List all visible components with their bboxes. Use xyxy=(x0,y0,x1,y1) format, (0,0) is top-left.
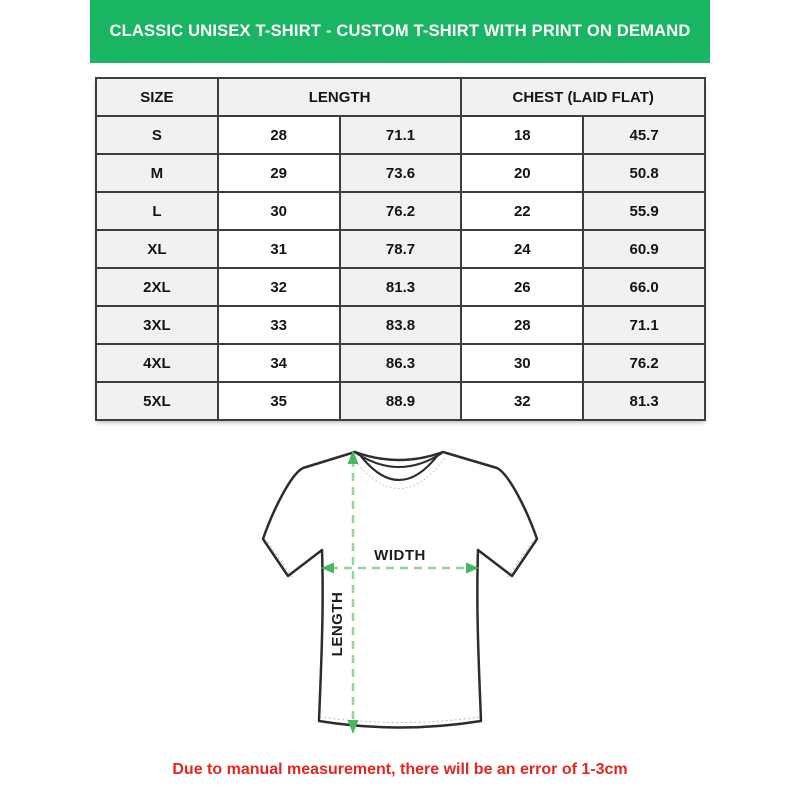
length-in-cell: 32 xyxy=(218,268,340,306)
table-row xyxy=(96,230,705,268)
length-cm-cell: 78.7 xyxy=(340,230,462,268)
tshirt-measurement-diagram xyxy=(250,437,550,752)
size-cell: L xyxy=(96,192,218,230)
size-cell: 3XL xyxy=(96,306,218,344)
measurement-error-note: Due to manual measurement, there will be an error of 1-3cm xyxy=(172,761,628,778)
title-banner xyxy=(90,0,710,63)
chest-in-cell: 18 xyxy=(461,116,583,154)
table-row xyxy=(96,344,705,382)
tshirt-outline xyxy=(263,452,537,728)
page-title: CLASSIC UNISEX T-SHIRT - CUSTOM T-SHIRT WITH PRINT ON DEMAND xyxy=(109,22,691,40)
length-cm-cell: 86.3 xyxy=(340,344,462,382)
table-row xyxy=(96,116,705,154)
table-row xyxy=(96,192,705,230)
chest-cm-cell: 66.0 xyxy=(583,268,705,306)
size-chart-table xyxy=(95,77,706,421)
table-row xyxy=(96,268,705,306)
length-cm-cell: 71.1 xyxy=(340,116,462,154)
table-header-row xyxy=(96,78,705,116)
length-in-cell: 28 xyxy=(218,116,340,154)
chest-cm-cell: 76.2 xyxy=(583,344,705,382)
chest-in-cell: 30 xyxy=(461,344,583,382)
length-cm-cell: 83.8 xyxy=(340,306,462,344)
length-cm-cell: 76.2 xyxy=(340,192,462,230)
table-row xyxy=(96,154,705,192)
size-cell: M xyxy=(96,154,218,192)
length-cm-cell: 88.9 xyxy=(340,382,462,420)
length-arrow-bottom-head xyxy=(348,720,359,734)
chest-cm-cell: 60.9 xyxy=(583,230,705,268)
length-in-cell: 29 xyxy=(218,154,340,192)
chest-in-cell: 20 xyxy=(461,154,583,192)
chest-cm-cell: 71.1 xyxy=(583,306,705,344)
size-cell: 4XL xyxy=(96,344,218,382)
size-cell: 2XL xyxy=(96,268,218,306)
size-cell: XL xyxy=(96,230,218,268)
length-cm-cell: 81.3 xyxy=(340,268,462,306)
length-in-cell: 30 xyxy=(218,192,340,230)
chest-in-cell: 28 xyxy=(461,306,583,344)
width-label: WIDTH xyxy=(374,547,426,564)
length-cm-cell: 73.6 xyxy=(340,154,462,192)
chest-cm-cell: 55.9 xyxy=(583,192,705,230)
chest-cm-cell: 81.3 xyxy=(583,382,705,420)
chest-in-cell: 24 xyxy=(461,230,583,268)
chest-cm-cell: 45.7 xyxy=(583,116,705,154)
table-row xyxy=(96,382,705,420)
chest-in-cell: 26 xyxy=(461,268,583,306)
table-row xyxy=(96,306,705,344)
chest-in-cell: 22 xyxy=(461,192,583,230)
length-in-cell: 31 xyxy=(218,230,340,268)
size-cell: 5XL xyxy=(96,382,218,420)
chest-in-cell: 32 xyxy=(461,382,583,420)
length-in-cell: 33 xyxy=(218,306,340,344)
size-cell: S xyxy=(96,116,218,154)
length-in-cell: 35 xyxy=(218,382,340,420)
header-length: LENGTH xyxy=(218,78,462,116)
chest-cm-cell: 50.8 xyxy=(583,154,705,192)
header-chest: CHEST (LAID FLAT) xyxy=(461,78,705,116)
length-in-cell: 34 xyxy=(218,344,340,382)
header-size: SIZE xyxy=(96,78,218,116)
length-label: LENGTH xyxy=(329,591,346,657)
